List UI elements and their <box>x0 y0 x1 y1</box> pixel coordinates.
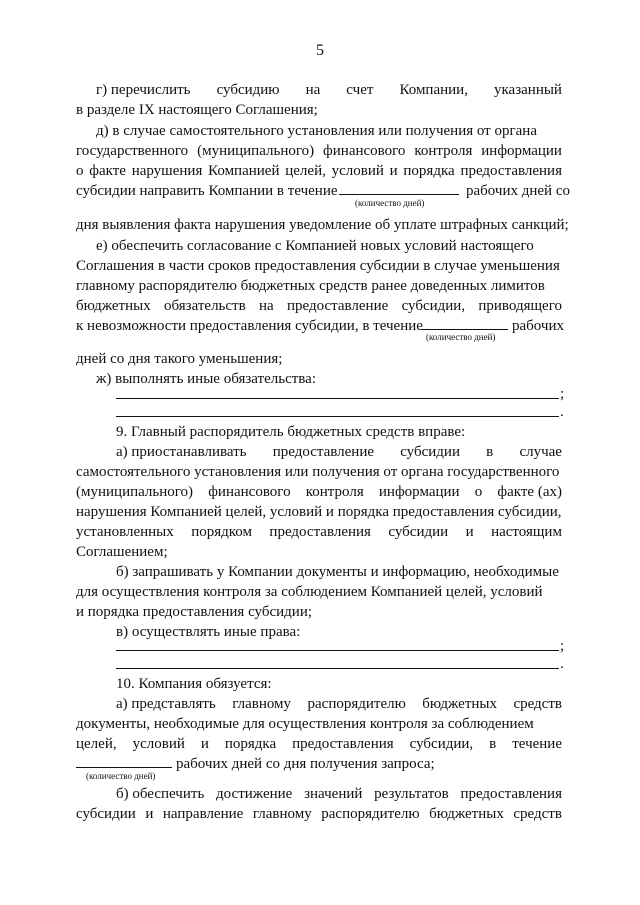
clause-d-line-2 <box>76 141 562 161</box>
word: на <box>305 82 321 98</box>
word: факте <box>89 163 126 179</box>
word: предоставления <box>292 736 394 752</box>
clause-e-line-2: Соглашения в части сроков предоставления субсидии в случае уменьшения <box>76 258 560 274</box>
word: информации <box>481 143 562 159</box>
word: главному <box>252 806 312 822</box>
word: результатов <box>374 786 449 802</box>
days-blank-field <box>76 767 172 768</box>
word: субсидии <box>400 444 460 460</box>
section-9-a-line-6: Соглашением; <box>76 544 168 560</box>
blank-line <box>116 668 559 669</box>
word: целей, <box>285 163 326 179</box>
word: главному <box>232 696 292 712</box>
word: условий <box>331 163 384 179</box>
days-count-caption: (количество дней) <box>355 198 425 208</box>
section-9-a-line-4: нарушения Компанией целей, условий и порядка предоставления субсидии, <box>76 504 562 520</box>
word: финансового <box>323 143 406 159</box>
word: контроля <box>414 143 473 159</box>
section-10-a-line-2: документы, необходимые для осуществления контроля за соблюдением <box>76 716 534 732</box>
word: условий <box>132 736 185 752</box>
word: случае <box>519 444 562 460</box>
word: счет <box>346 82 374 98</box>
word: субсидии, <box>401 298 466 314</box>
line-end-semicolon: ; <box>560 638 565 654</box>
word: указанный <box>494 82 562 98</box>
clause-e-line-1: е) обеспечить согласование с Компанией новых условий настоящего <box>96 238 534 254</box>
clause-e-line-4 <box>76 296 562 316</box>
clause-g-line-1 <box>96 80 562 100</box>
word: субсидии, <box>409 736 474 752</box>
word: и <box>200 736 209 752</box>
page-number: 5 <box>316 42 324 59</box>
word: распорядителю <box>307 696 406 712</box>
word: Компанией <box>208 163 280 179</box>
days-blank-field <box>339 194 459 195</box>
word: в <box>489 736 497 752</box>
word: нарушения <box>131 163 203 179</box>
word: порядка <box>403 163 455 179</box>
section-10-b-line-1 <box>116 784 562 804</box>
days-count-caption: (количество дней) <box>86 771 156 781</box>
section-10-title: 10. Компания обязуется: <box>116 676 272 692</box>
word: субсидии <box>388 524 449 540</box>
line-end-period: . <box>560 656 564 672</box>
clause-zh-line-1: ж) выполнять иные обязательства: <box>96 371 317 387</box>
word: бюджетных <box>76 298 151 314</box>
word: и <box>145 806 154 822</box>
word: порядка <box>224 736 277 752</box>
section-9-a-line-2: самостоятельного установления или получения от органа государственного <box>76 464 560 480</box>
word: достижение <box>216 786 293 802</box>
word: предоставление <box>286 298 389 314</box>
blank-line <box>116 650 559 651</box>
section-9-v-line-1: в) осуществлять иные права: <box>116 624 301 640</box>
clause-d-line-4-end: рабочих дней со <box>466 183 570 199</box>
word: средств <box>513 696 562 712</box>
word: приводящего <box>478 298 562 314</box>
word: средств <box>513 806 562 822</box>
section-9-a-line-3 <box>76 482 562 502</box>
word: информации <box>378 484 460 500</box>
word: и <box>389 163 398 179</box>
word: контроля <box>305 484 364 500</box>
word: течение <box>512 736 562 752</box>
section-9-title: 9. Главный распорядитель бюджетных средств вправе: <box>116 424 466 440</box>
section-10-a-line-1 <box>116 694 562 714</box>
blank-line <box>116 416 559 417</box>
word: финансового <box>208 484 291 500</box>
section-10-a-line-3 <box>76 734 562 754</box>
word: на <box>258 298 274 314</box>
section-9-b-line-1: б) запрашивать у Компании документы и информацию, необходимые <box>116 564 559 580</box>
word: бюджетных <box>422 696 497 712</box>
clause-d-line-4-start: субсидии направить Компании в течение <box>76 183 338 199</box>
clause-d-line-3 <box>76 161 562 181</box>
word: г) перечислить <box>96 82 191 98</box>
word: государственного <box>76 143 189 159</box>
blank-line <box>116 398 559 399</box>
word: установленных <box>76 524 174 540</box>
word: значений <box>304 786 363 802</box>
clause-d-line-5: дня выявления факта нарушения уведомление об уплате штрафных санкций; <box>76 217 569 233</box>
word: настоящим <box>491 524 562 540</box>
clause-e-line-5-start: к невозможности предоставления субсидии, в течение <box>76 318 423 334</box>
word: распорядителю <box>321 806 420 822</box>
section-9-b-line-3: и порядка предоставления субсидии; <box>76 604 313 620</box>
section-9-b-line-2: для осуществления контроля за соблюдением Компанией целей, условий <box>76 584 543 600</box>
word: субсидии <box>76 806 136 822</box>
word: и <box>465 524 474 540</box>
section-10-a-line-4: рабочих дней со дня получения запроса; <box>176 756 435 772</box>
word: бюджетных <box>429 806 504 822</box>
days-count-caption: (количество дней) <box>426 332 496 342</box>
clause-e-line-5-end: рабочих <box>512 318 564 334</box>
word: Компании, <box>399 82 468 98</box>
section-10-b-line-2 <box>76 804 562 824</box>
word: порядком <box>191 524 252 540</box>
line-end-semicolon: ; <box>560 386 565 402</box>
word: предоставления <box>269 524 371 540</box>
section-9-a-line-1 <box>116 442 562 462</box>
word: предоставления <box>460 163 562 179</box>
days-blank-field <box>421 329 508 330</box>
word: направление <box>162 806 244 822</box>
word: а) представлять <box>116 696 216 712</box>
word: в <box>486 444 494 460</box>
word: субсидию <box>216 82 280 98</box>
section-9-a-line-5 <box>76 522 562 542</box>
word: предоставление <box>272 444 375 460</box>
line-end-period: . <box>560 404 564 420</box>
word: (муниципального) <box>197 143 315 159</box>
word: а) приостанавливать <box>116 444 247 460</box>
word: обязательств <box>164 298 246 314</box>
word: предоставления <box>460 786 562 802</box>
clause-e-line-3: главному распорядителю бюджетных средств ранее доведенных лимитов <box>76 278 545 294</box>
word: факте (ах) <box>497 484 562 500</box>
word: б) обеспечить <box>116 786 205 802</box>
word: целей, <box>76 736 117 752</box>
clause-d-line-1: д) в случае самостоятельного установления или получения от органа <box>96 123 537 139</box>
clause-g-line-2: в разделе IX настоящего Соглашения; <box>76 102 318 118</box>
word: (муниципального) <box>76 484 194 500</box>
clause-e-line-6: дней со дня такого уменьшения; <box>76 351 283 367</box>
word: о <box>76 163 84 179</box>
word: о <box>474 484 483 500</box>
